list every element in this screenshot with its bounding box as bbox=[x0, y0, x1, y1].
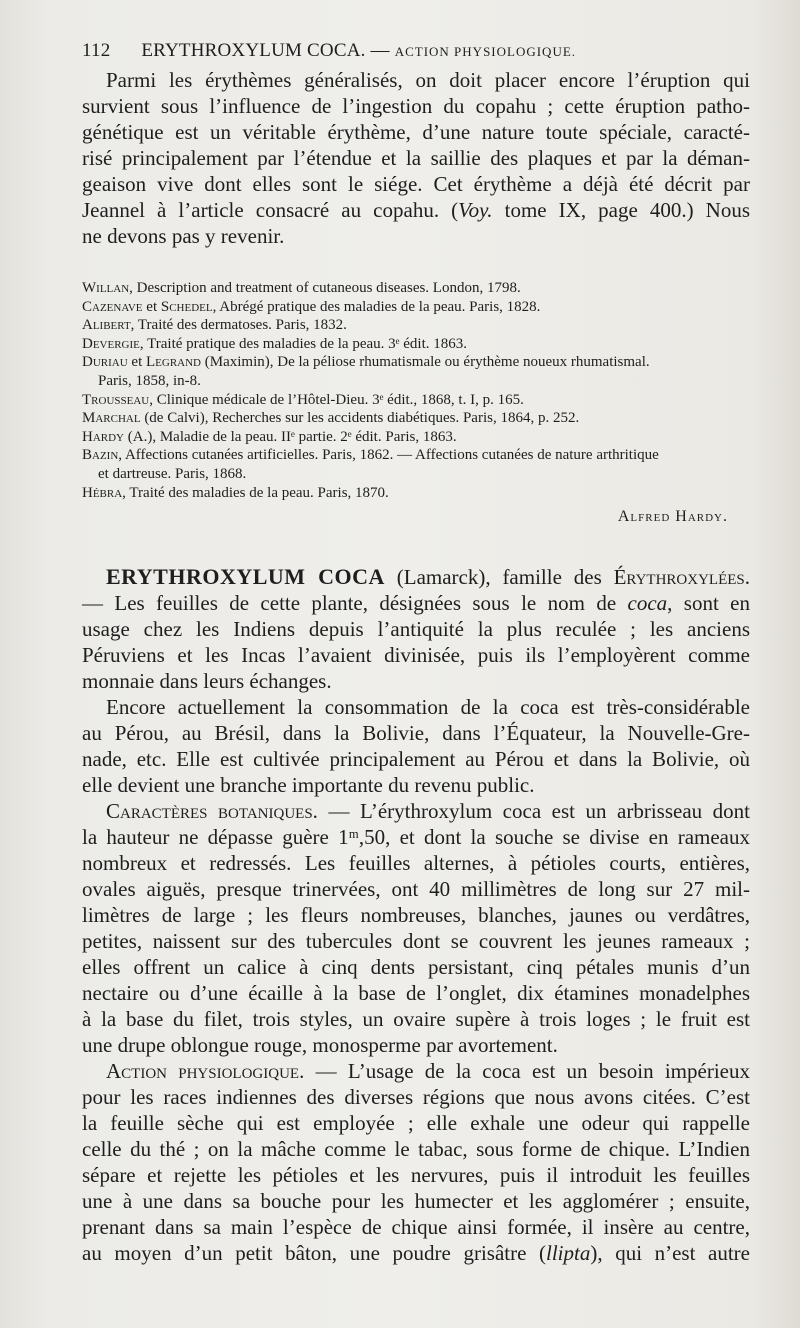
article-text: — L’érythroxylum coca est un arbrisseau dont bbox=[317, 799, 750, 824]
article-line bbox=[82, 616, 750, 642]
article-text: sépare et rejette les pétioles et les nervures, puis il introduit les feuilles bbox=[82, 1163, 750, 1188]
ref-author: Marchal bbox=[82, 410, 141, 427]
article-line bbox=[82, 850, 750, 876]
article-line bbox=[82, 668, 750, 694]
ref-author: Devergie bbox=[82, 335, 140, 352]
article-text: elles offrent un calice à cinq dents persistant, cinq pétales munis d’un bbox=[82, 955, 750, 980]
reference-item bbox=[82, 446, 750, 483]
coca-article bbox=[82, 564, 750, 1266]
ref-text: , Traité des maladies de la peau. Paris, 1870. bbox=[122, 484, 389, 501]
ref-author: Willan bbox=[82, 280, 130, 296]
author-signature: Alfred Hardy. bbox=[617, 508, 728, 526]
article-line bbox=[82, 1032, 750, 1058]
article-text: nade, etc. Elle est cultivée principalement au Pérou et dans la Bolivie, où bbox=[82, 747, 750, 772]
article-line bbox=[82, 1214, 750, 1240]
reference-item bbox=[82, 353, 750, 390]
ref-text: , Clinique médicale de l’Hôtel-Dieu. 3ᵉ édit., 1868, t. I, p. 165. bbox=[149, 391, 524, 408]
article-text: (Lamarck), famille des bbox=[384, 565, 614, 590]
article-line bbox=[82, 876, 750, 902]
reference-item bbox=[82, 428, 750, 447]
ref-author: Legrand bbox=[146, 354, 201, 371]
article-text: Encore actuellement la consommation de la coca est très-considérable bbox=[106, 695, 750, 720]
article-text: — Les feuilles de cette plante, désignées sous le nom de bbox=[82, 591, 628, 616]
ref-text: , Traité des dermatoses. Paris, 1832. bbox=[130, 317, 347, 334]
article-text: celle du thé ; on la mâche comme le tabac, sous forme de chique. L’Indien bbox=[82, 1137, 750, 1162]
article-line bbox=[82, 746, 750, 772]
intro-line-text: risé principalement par l’étendue et la saillie des plaques et par la déman- bbox=[82, 146, 750, 170]
article-line bbox=[82, 1006, 750, 1032]
article-text: prenant dans sa main l’espèce de chique ainsi formée, il insère au centre, bbox=[82, 1215, 750, 1240]
ref-text: , Abrégé pratique des maladies de la peau. Paris, 1828. bbox=[212, 298, 541, 315]
article-text: nombreux et redressés. Les feuilles alternes, à pétioles courts, entières, bbox=[82, 851, 750, 876]
article-line bbox=[82, 720, 750, 746]
article-text: à la base du filet, trois styles, un ovaire supère à trois loges ; le fruit est bbox=[82, 1007, 750, 1032]
llipta-italic: llipta bbox=[546, 1241, 591, 1266]
intro-line bbox=[82, 93, 750, 119]
article-line bbox=[82, 1084, 750, 1110]
reference-item bbox=[82, 409, 750, 428]
intro-line-text: survient sous l’influence de l’ingestion du copahu ; cette éruption patho- bbox=[82, 94, 750, 118]
reference-item bbox=[82, 279, 750, 298]
family-name: Érythroxylées. bbox=[613, 565, 750, 590]
article-text: ovales aiguës, presque trinervées, ont 40 millimètres de long sur 27 mil- bbox=[82, 877, 750, 902]
header-subtitle: ACTION PHYSIOLOGIQUE. bbox=[394, 44, 577, 59]
article-line bbox=[82, 1162, 750, 1188]
ref-text: , Traité pratique des maladies de la peau. 3ᵉ édit. 1863. bbox=[139, 335, 467, 352]
intro-line bbox=[82, 145, 750, 171]
ref-text: et bbox=[142, 298, 161, 315]
ref-author: Hébra bbox=[82, 484, 123, 501]
ref-text: et dartreuse. Paris, 1868. bbox=[98, 465, 247, 482]
intro-line-text: ne devons pas y revenir. bbox=[82, 224, 285, 248]
article-text: petites, naissent sur des tubercules dont se couvrent les jeunes rameaux ; bbox=[82, 929, 750, 954]
ref-text: et bbox=[127, 354, 146, 371]
ref-text: , Affections cutanées artificielles. Paris, 1862. — Affections cutanées de nature arthritique bbox=[118, 447, 659, 464]
intro-line bbox=[82, 171, 750, 197]
article-text: la feuille sèche qui est employée ; elle exhale une odeur qui rappelle bbox=[82, 1111, 750, 1136]
intro-line bbox=[82, 197, 750, 223]
reference-list bbox=[82, 279, 750, 502]
ref-text: (A.), Maladie de la peau. IIᵉ partie. 2ᵉ édit. Paris, 1863. bbox=[124, 428, 457, 445]
article-line bbox=[82, 694, 750, 720]
intro-line-text: Parmi les érythèmes généralisés, on doit placer encore l’éruption qui bbox=[106, 68, 750, 92]
reference-item bbox=[82, 335, 750, 354]
ref-author: Bazin bbox=[82, 447, 119, 464]
intro-line-text: génétique est un véritable érythème, d’une nature toute spéciale, caracté- bbox=[82, 120, 750, 144]
page-number: 112 bbox=[82, 40, 111, 61]
ref-author: Trousseau bbox=[82, 391, 150, 408]
article-line bbox=[82, 564, 750, 590]
article-line bbox=[82, 902, 750, 928]
coca-italic: coca bbox=[627, 591, 668, 616]
article-line bbox=[82, 772, 750, 798]
ref-author: Cazenave bbox=[82, 298, 143, 315]
article-text: limètres de large ; les fleurs nombreuses, blanches, jaunes ou verdâtres, bbox=[82, 903, 750, 928]
article-text: pour les races indiennes des diverses régions que nous avons citées. C’est bbox=[82, 1085, 750, 1110]
running-header bbox=[82, 40, 750, 62]
article-line bbox=[82, 590, 750, 616]
ref-author: Hardy bbox=[82, 428, 125, 445]
article-line bbox=[82, 1188, 750, 1214]
article-text: une drupe oblongue rouge, monosperme par avortement. bbox=[82, 1033, 558, 1058]
section-label: Caractères botaniques. bbox=[106, 799, 318, 824]
article-line bbox=[82, 980, 750, 1006]
reference-item bbox=[82, 316, 750, 335]
article-text: au moyen d’un petit bâton, une poudre grisâtre ( bbox=[82, 1241, 547, 1266]
article-text: Péruviens et les Incas l’avaient divinisée, puis ils l’employèrent comme bbox=[82, 643, 750, 668]
reference-item bbox=[82, 484, 750, 503]
article-line bbox=[82, 928, 750, 954]
intro-line-text: Jeannel à l’article consacré au copahu. ( bbox=[82, 198, 459, 222]
article-line bbox=[82, 954, 750, 980]
ref-text: Paris, 1858, in-8. bbox=[98, 372, 201, 389]
ref-text: , Description and treatment of cutaneous diseases. London, 1798. bbox=[129, 280, 521, 296]
article-text: nectaire ou d’une écaille à la base de l’onglet, dix étamines monadelphes bbox=[82, 981, 750, 1006]
section-label: Action physiologique. bbox=[106, 1059, 305, 1084]
article-text: ), qui n’est autre bbox=[590, 1241, 750, 1266]
intro-line bbox=[82, 67, 750, 93]
ref-author: Duriau bbox=[82, 354, 128, 371]
article-line bbox=[82, 1110, 750, 1136]
article-line bbox=[82, 1058, 750, 1084]
intro-line-text: geaison vive dont elles sont le siége. Cet érythème a déjà été décrit par bbox=[82, 172, 750, 196]
reference-item bbox=[82, 298, 750, 317]
intro-line bbox=[82, 223, 750, 249]
header-title: ERYTHROXYLUM COCA. bbox=[141, 40, 366, 61]
article-line bbox=[82, 1136, 750, 1162]
intro-line bbox=[82, 119, 750, 145]
article-line bbox=[82, 1240, 750, 1266]
ref-author: Schedel bbox=[160, 298, 213, 315]
ref-text: (Maximin), De la péliose rhumatismale ou érythème noueux rhumatismal. bbox=[201, 354, 650, 371]
article-text: usage chez les Indiens depuis l’antiquité la plus reculée ; les anciens bbox=[82, 617, 750, 642]
intro-paragraph bbox=[82, 67, 750, 249]
article-text: une à une dans sa bouche pour les humecter et les agglomérer ; ensuite, bbox=[82, 1189, 750, 1214]
article-line bbox=[82, 642, 750, 668]
article-text: la hauteur ne dépasse guère 1ᵐ,50, et dont la souche se divise en rameaux bbox=[82, 825, 750, 850]
reference-item bbox=[82, 391, 750, 410]
article-text: — L’usage de la coca est un besoin impérieux bbox=[304, 1059, 750, 1084]
voy-italic: Voy. bbox=[458, 198, 493, 222]
article-text: elle devient une branche importante du revenu public. bbox=[82, 773, 535, 798]
intro-line-text: tome IX, page 400.) Nous bbox=[492, 198, 750, 222]
article-text: monnaie dans leurs échanges. bbox=[82, 669, 332, 694]
header-dash: — bbox=[370, 40, 390, 61]
article-text: au Pérou, au Brésil, dans la Bolivie, dans l’Équateur, la Nouvelle-Gre- bbox=[82, 721, 750, 746]
article-text: , sont en bbox=[667, 591, 750, 616]
ref-author: Alibert bbox=[82, 317, 131, 334]
article-line bbox=[82, 824, 750, 850]
page-body bbox=[82, 67, 750, 1266]
article-line bbox=[82, 798, 750, 824]
ref-text: (de Calvi), Recherches sur les accidents diabétiques. Paris, 1864, p. 252. bbox=[140, 410, 580, 427]
article-heading: ERYTHROXYLUM COCA bbox=[106, 564, 385, 590]
